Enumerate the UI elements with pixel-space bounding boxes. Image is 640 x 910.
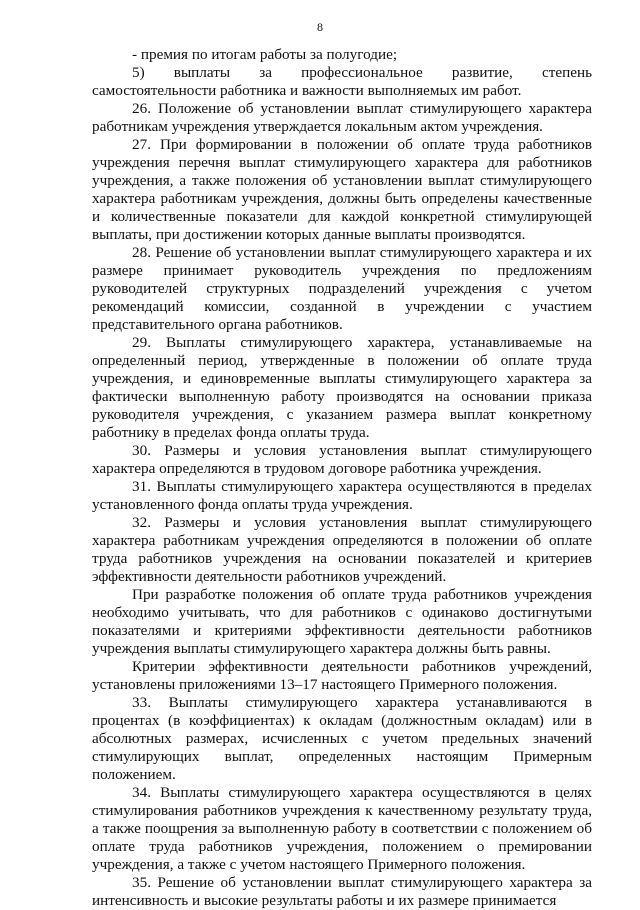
paragraph-32-criteria: Критерии эффективности деятельности работников учреждений, установлены приложениями 13–17 настоящего Примерного положения. <box>92 658 592 693</box>
paragraph-34: 34. Выплаты стимулирующего характера осуществляются в целях стимулирования работников учреждения к качественному результату труда, а также поощрения за выполненную работу в соответствии с положением об оплате труда работников учреждения, положением о премировании учреждения, а также с учетом настоящего Примерного положения. <box>92 784 592 873</box>
paragraph-bonus-half-year: - премия по итогам работы за полугодие; <box>132 46 398 63</box>
paragraph-30: 30. Размеры и условия установления выплат стимулирующего характера определяются в трудовом договоре работника учреждения. <box>92 442 592 477</box>
paragraph-item-5: 5) выплаты за профессиональное развитие, степень самостоятельности работника и важности выполняемых им работ. <box>92 64 592 99</box>
paragraph-32: 32. Размеры и условия установления выплат стимулирующего характера работникам учреждения определяются в положении об оплате труда работников учреждения на основании показателей и критериев эффективности деятельности работников учреждений. <box>92 514 592 585</box>
paragraph-29: 29. Выплаты стимулирующего характера, устанавливаемые на определенный период, утвержденные в положении об оплате труда учреждения, и единовременные выплаты стимулирующего характера за фактически выполненную работу производятся на основании приказа руководителя учреждения, с указанием размера выплат конкретному работнику в пределах фонда оплаты труда. <box>92 334 592 441</box>
paragraph-26: 26. Положение об установлении выплат стимулирующего характера работникам учреждения утверждается локальным актом учреждения. <box>92 100 592 135</box>
paragraph-31: 31. Выплаты стимулирующего характера осуществляются в пределах установленного фонда оплаты труда учреждения. <box>92 478 592 513</box>
paragraph-32-development: При разработке положения об оплате труда работников учреждения необходимо учитывать, что для работников с одинаково достигнутыми показателями и критериями эффективности деятельности работников учреждения выплаты стимулирующего характера должны быть равны. <box>92 586 592 657</box>
paragraph-35: 35. Решение об установлении выплат стимулирующего характера за интенсивность и высокие результаты работы и их размере принимается <box>92 874 592 909</box>
paragraph-33: 33. Выплаты стимулирующего характера устанавливаются в процентах (в коэффициентах) к окладам (должностным окладам) или в абсолютных размерах, исчисленных с учетом предельных значений стимулирующих выплат, определенных настоящим Примерным положением. <box>92 694 592 783</box>
paragraph-27: 27. При формировании в положении об оплате труда работников учреждения перечня выплат стимулирующего характера для работников учреждения, а также положения об установлении выплат стимулирующего характера работникам учреждения, должны быть определены качественные и количественные показатели для каждой конкретной стимулирующей выплаты, при достижении которых данные выплаты производятся. <box>92 136 592 243</box>
paragraph-28: 28. Решение об установлении выплат стимулирующего характера и их размере принимает руководитель учреждения по предложениям руководителей структурных подразделений учреждения с учетом рекомендаций комиссии, созданной в учреждении с участием представительного органа работников. <box>92 244 592 333</box>
page-number: 8 <box>317 20 323 34</box>
document-body <box>92 46 592 910</box>
